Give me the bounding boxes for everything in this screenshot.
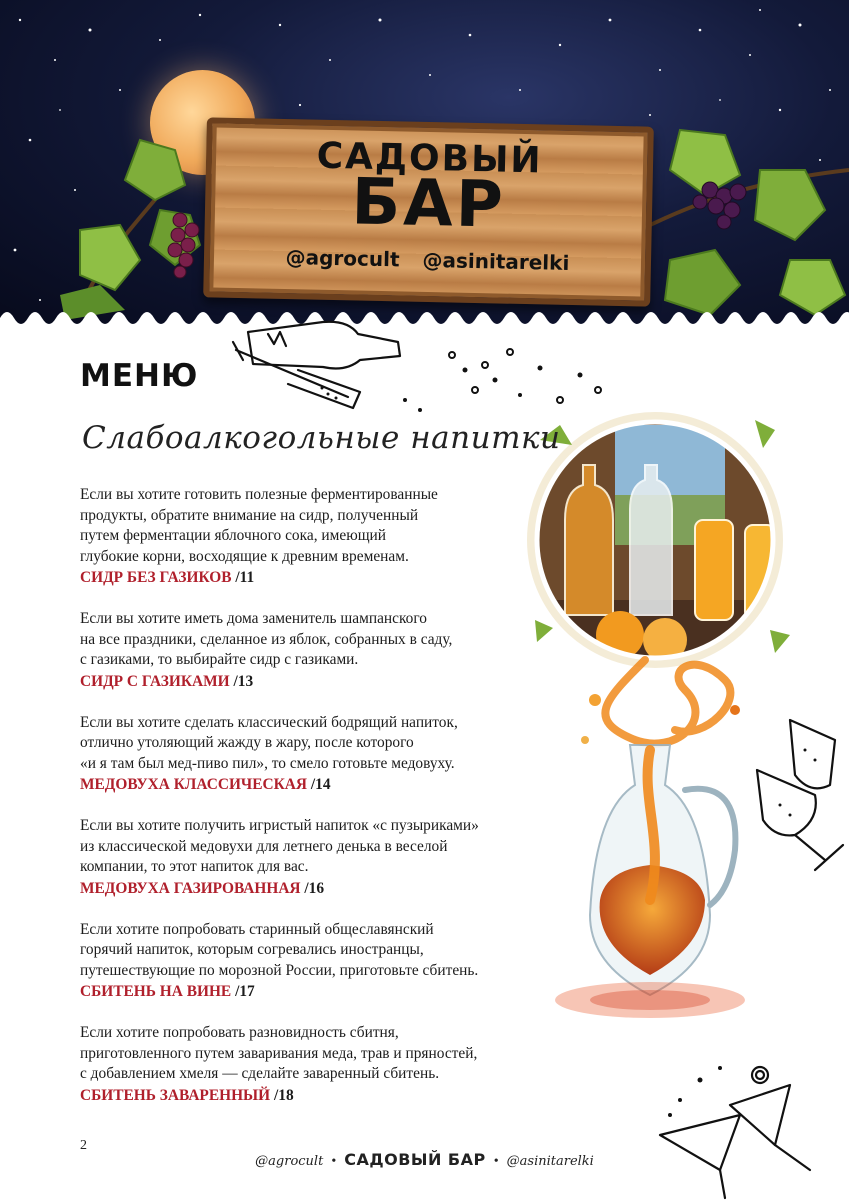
item-name[interactable]: СИДР С ГАЗИКАМИ — [80, 672, 230, 690]
bubbles-doodle-icon — [390, 340, 540, 420]
menu-item — [80, 485, 560, 588]
item-description: Если вы хотите сделать классический бодрящий напиток, отлично утоляющий жажду в жару, после которого «и я там был мед-пиво пил», то смело готовьте медовуху. — [80, 713, 458, 772]
title-sign — [203, 117, 654, 306]
footer-brand: САДОВЫЙ БАР — [344, 1150, 486, 1169]
item-page: /17 — [235, 983, 255, 1000]
item-page: /18 — [274, 1086, 294, 1104]
footer-handle-left: @agrocult — [255, 1154, 324, 1169]
item-name[interactable]: СИДР БЕЗ ГАЗИКОВ — [80, 569, 232, 586]
item-page: /13 — [233, 672, 254, 690]
item-link[interactable] — [80, 878, 560, 899]
decanter-illustration — [525, 400, 795, 1050]
menu-item — [80, 920, 560, 1003]
menu-item — [80, 816, 560, 899]
menu-items-list — [80, 485, 560, 1127]
item-link[interactable] — [80, 1085, 560, 1106]
sign-title-line1: САДОВЫЙ — [316, 135, 543, 182]
glass-doodle-icon — [640, 1060, 849, 1200]
footer-handle-right: @asinitarelki — [506, 1154, 594, 1169]
menu-item — [80, 609, 560, 692]
item-name[interactable]: МЕДОВУХА ГАЗИРОВАННАЯ — [80, 879, 301, 897]
item-description: Если хотите попробовать старинный общеславянский горячий напиток, которым согревались иностранцы, путешествующие по морозной России, приготовьте сбитень. — [80, 920, 479, 979]
sign-handle-left: @agrocult — [285, 245, 400, 272]
category-heading: Слабоалкогольные напитки — [82, 420, 561, 456]
footer-separator: • — [331, 1154, 337, 1169]
item-page: /11 — [235, 569, 255, 586]
item-description: Если хотите попробовать разновидность сбитня, приготовленного путем заваривания меда, трав и пряностей, с добавлением хмеля — сделайте заваренный сбитень. — [80, 1024, 478, 1082]
sign-handle-right: @asinitarelki — [422, 247, 570, 275]
item-description: Если вы хотите готовить полезные ферментированные продукты, обратите внимание на сидр, полученный путем ферментации яблочного сока, имеющий глубокие корни, восходящие к древним временам. — [80, 486, 438, 565]
item-name[interactable]: СБИТЕНЬ ЗАВАРЕННЫЙ — [80, 1086, 271, 1104]
item-description: Если вы хотите иметь дома заменитель шампанского на все праздники, сделанное из яблок, собранных в саду, с газиками, то выбирайте сидр с газиками. — [80, 610, 453, 668]
item-link[interactable] — [80, 774, 560, 795]
page-number: 2 — [80, 1138, 87, 1153]
item-link[interactable] — [80, 981, 560, 1002]
item-link[interactable] — [80, 671, 560, 692]
item-page: /14 — [310, 776, 331, 793]
item-name[interactable]: МЕДОВУХА КЛАССИЧЕСКАЯ — [80, 776, 307, 793]
item-description: Если вы хотите получить игристый напиток «с пузыриками» из классической медовухи для летнего денька в веселой компании, то этот напиток для вас. — [80, 817, 479, 875]
sign-handles — [210, 243, 645, 276]
item-name[interactable]: СБИТЕНЬ НА ВИНЕ — [80, 983, 232, 1000]
item-page: /16 — [304, 879, 325, 897]
menu-heading: МЕНЮ — [80, 358, 199, 394]
header-banner — [0, 0, 849, 325]
menu-item — [80, 1023, 560, 1106]
footer — [0, 1150, 849, 1170]
wave-divider — [0, 306, 849, 325]
menu-item — [80, 713, 560, 796]
bottle-doodle-icon — [228, 312, 408, 412]
item-link[interactable] — [80, 567, 560, 588]
footer-separator: • — [493, 1154, 499, 1169]
grape-vine-icon — [640, 110, 849, 320]
sign-title-line2: БАР — [350, 165, 507, 243]
